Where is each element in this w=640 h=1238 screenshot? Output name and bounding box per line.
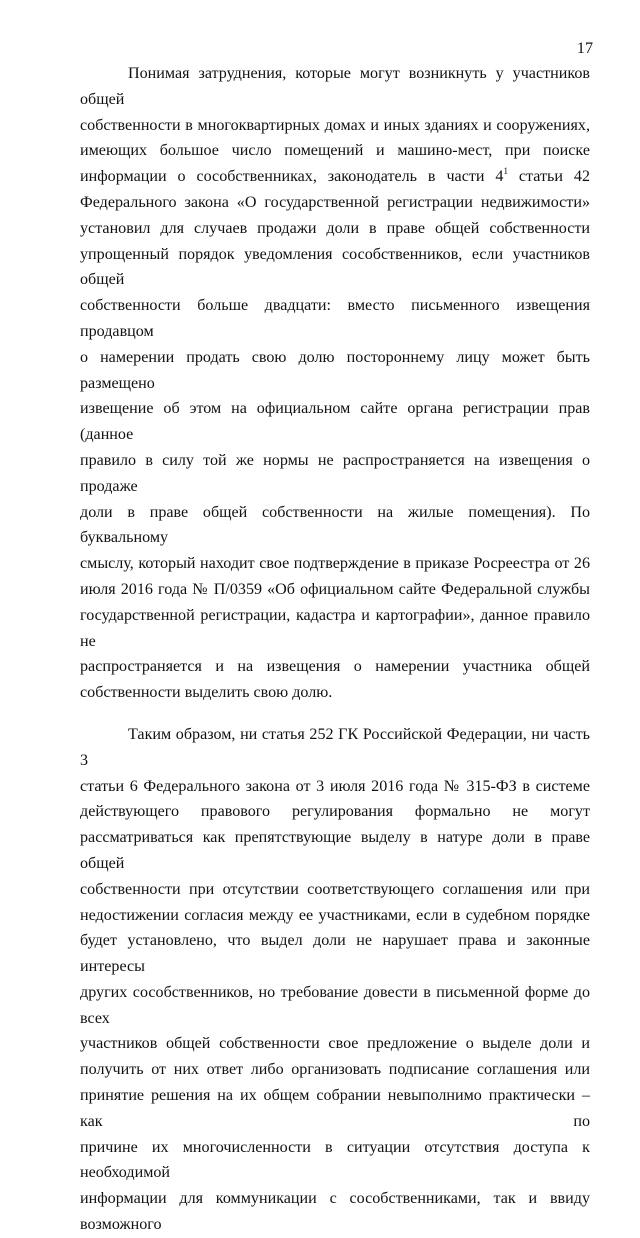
text-line: рассматриваться как препятствующие выделу в натуре доли в праве общей (80, 829, 590, 872)
superscript-marker: 1 (503, 166, 508, 177)
text-line: собственности больше двадцати: вместо письменного извещения продавцом (80, 297, 590, 340)
text-line: извещение об этом на официальном сайте органа регистрации прав (данное (80, 400, 590, 444)
text-line: действующего правового регулирования формально не могут (80, 803, 590, 821)
text-line: Таким образом, ни статья 252 ГК Российской Федерации, ни часть 3 (80, 725, 590, 769)
text-line: правило в силу той же нормы не распространяется на извещения о продаже (80, 451, 590, 495)
text-line: собственности в многоквартирных домах и иных зданиях и сооружениях, (80, 116, 590, 134)
text-line: получить от них ответ либо организовать подписание соглашения или (80, 1061, 590, 1079)
text-line: статьи 6 Федерального закона от 3 июля 2016 года № 315-ФЗ в системе (80, 777, 590, 795)
text-line: доли в праве общей собственности на жилые помещения). По буквальному (80, 503, 590, 547)
text-line: собственности выделить свою долю. (80, 684, 333, 702)
paragraph-2 (80, 722, 590, 1238)
text-line: собственности при отсутствии соответствующего соглашения или при (80, 880, 590, 898)
text-line: Понимая затруднения, которые могут возникнуть у участников общей (80, 65, 590, 108)
text-line: причине их многочисленности в ситуации отсутствия доступа к необходимой (80, 1138, 590, 1182)
text-segment: информации о сособственниках, законодатель в части 4 (80, 168, 504, 186)
text-line: других сособственников, но требование довести в письменной форме до всех (80, 983, 590, 1027)
text-line: смыслу, который находит свое подтверждение в приказе Росреестра от 26 (80, 555, 590, 573)
text-line: будет установлено, что выдел доли не нарушает права и законные интересы (80, 932, 590, 976)
text-line: участников общей собственности свое предложение о выделе доли и (80, 1035, 590, 1053)
text-line: принятие решения на их общем собрании невыполнимо практически – как по (80, 1087, 590, 1130)
text-line: упрощенный порядок уведомления сособственников, если участников общей (80, 245, 590, 289)
text-line: государственной регистрации, кадастра и картографии», данное правило не (80, 606, 590, 650)
text-line: распространяется и на извещения о намерении участника общей (80, 658, 590, 676)
page-number: 17 (576, 40, 593, 57)
text-line: установил для случаев продажи доли в праве общей собственности (80, 219, 590, 237)
text-line: Федерального закона «О государственной регистрации недвижимости» (80, 193, 590, 211)
text-line-with-footnote (80, 164, 590, 190)
body-text (80, 61, 590, 1238)
text-line: о намерении продать свою долю постороннему лицу может быть размещено (80, 348, 590, 392)
text-line: июля 2016 года № П/0359 «Об официальном сайте Федеральной службы (80, 580, 590, 598)
text-line: имеющих большое число помещений и машино-мест, при поиске (80, 142, 590, 160)
text-segment: статьи 42 (507, 168, 590, 186)
text-line: информации для коммуникации с сособственниками, так и ввиду возможного (80, 1190, 590, 1234)
paragraph-1 (80, 61, 590, 706)
text-line: недостижении согласия между ее участниками, если в судебном порядке (80, 906, 590, 924)
